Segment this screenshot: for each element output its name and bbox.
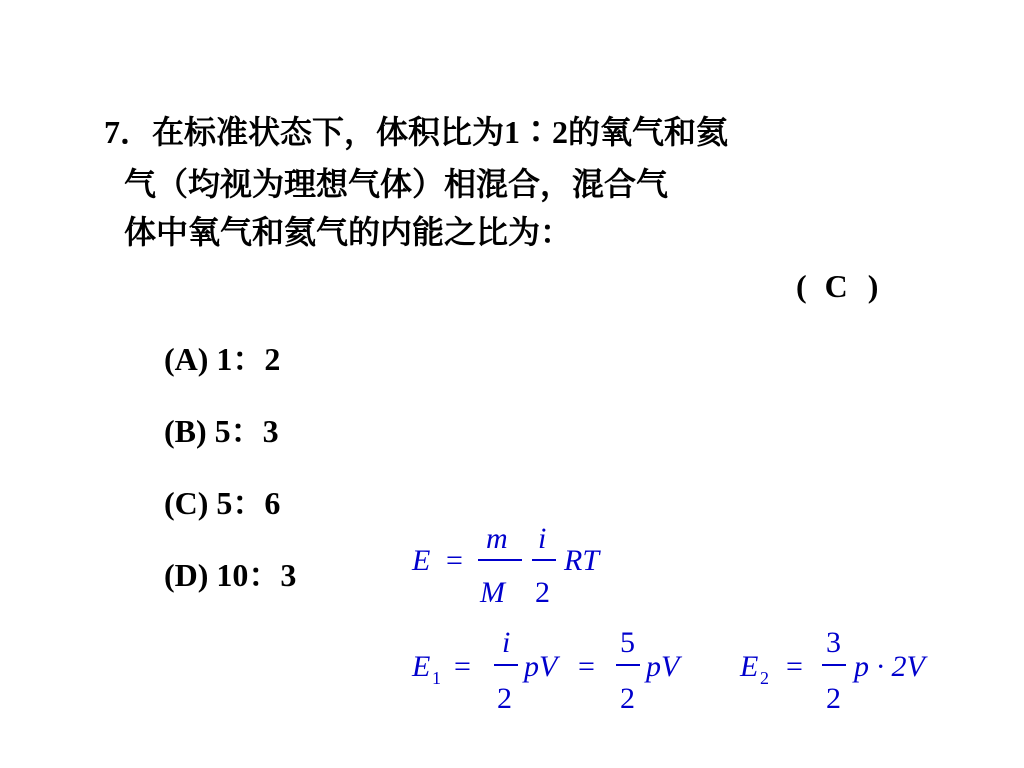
formula1-eq: = [446,544,463,577]
formula2-frac2-bar [616,664,640,666]
question-line-2: 气（均视为理想气体）相混合，混合气 [124,166,669,202]
formula1-frac1-bar [478,559,522,561]
answer-bracket [796,268,878,305]
option-b-value: 5：3 [214,413,279,449]
question-line-1: 7．在标准状态下，体积比为1∶2的氧气和氦 [104,114,729,150]
formula2-mid: pV [524,650,558,683]
formula3-frac-den: 2 [826,682,841,715]
formula2-eq2: = [578,650,595,683]
answer-open-paren: ( [796,268,807,304]
option-a-value: 1：2 [216,341,281,377]
formula1-frac2-bar [532,559,556,561]
formula3-lhs-sub: 2 [760,668,769,688]
formula2-frac1-bar [494,664,518,666]
formula2-lhs-sub: 1 [432,668,441,688]
formula3-frac-bar [822,664,846,666]
option-a-label: (A) [164,341,209,377]
option-d-value: 10：3 [216,557,297,593]
formula3-tail: p · 2V [854,650,925,683]
formula-helium-energy [736,618,956,718]
formula3-lhs: E [740,650,759,683]
option-c-label: (C) [164,485,209,521]
formula1-frac1-den: M [480,576,505,609]
option-b [164,406,279,452]
formula1-frac1-num: m [486,522,508,555]
formula1-frac2-num: i [538,522,547,555]
formula2-frac1-num: i [502,626,511,659]
formula1-frac2-den: 2 [535,576,550,609]
formula3-eq: = [786,650,803,683]
formula2-lhs: E [412,650,431,683]
option-c-value: 5：6 [216,485,281,521]
formula-internal-energy [408,516,628,612]
formula-oxygen-energy [408,618,708,718]
formula2-eq1: = [454,650,471,683]
formula2-tail: pV [646,650,680,683]
formula3-frac-num: 3 [826,626,841,659]
option-d-label: (D) [164,557,209,593]
answer-close-paren: ) [867,268,879,304]
option-b-label: (B) [164,413,207,449]
option-a [164,334,280,380]
formula2-frac1-den: 2 [497,682,512,715]
formula2-frac2-num: 5 [620,626,635,659]
option-c [164,478,280,524]
formula1-lhs: E [412,544,431,577]
question-line-3: 体中氧气和氦气的内能之比为： [124,214,573,250]
answer-value: C [824,268,848,304]
formula1-tail: RT [564,544,600,577]
formula2-frac2-den: 2 [620,682,635,715]
option-d [164,550,296,596]
